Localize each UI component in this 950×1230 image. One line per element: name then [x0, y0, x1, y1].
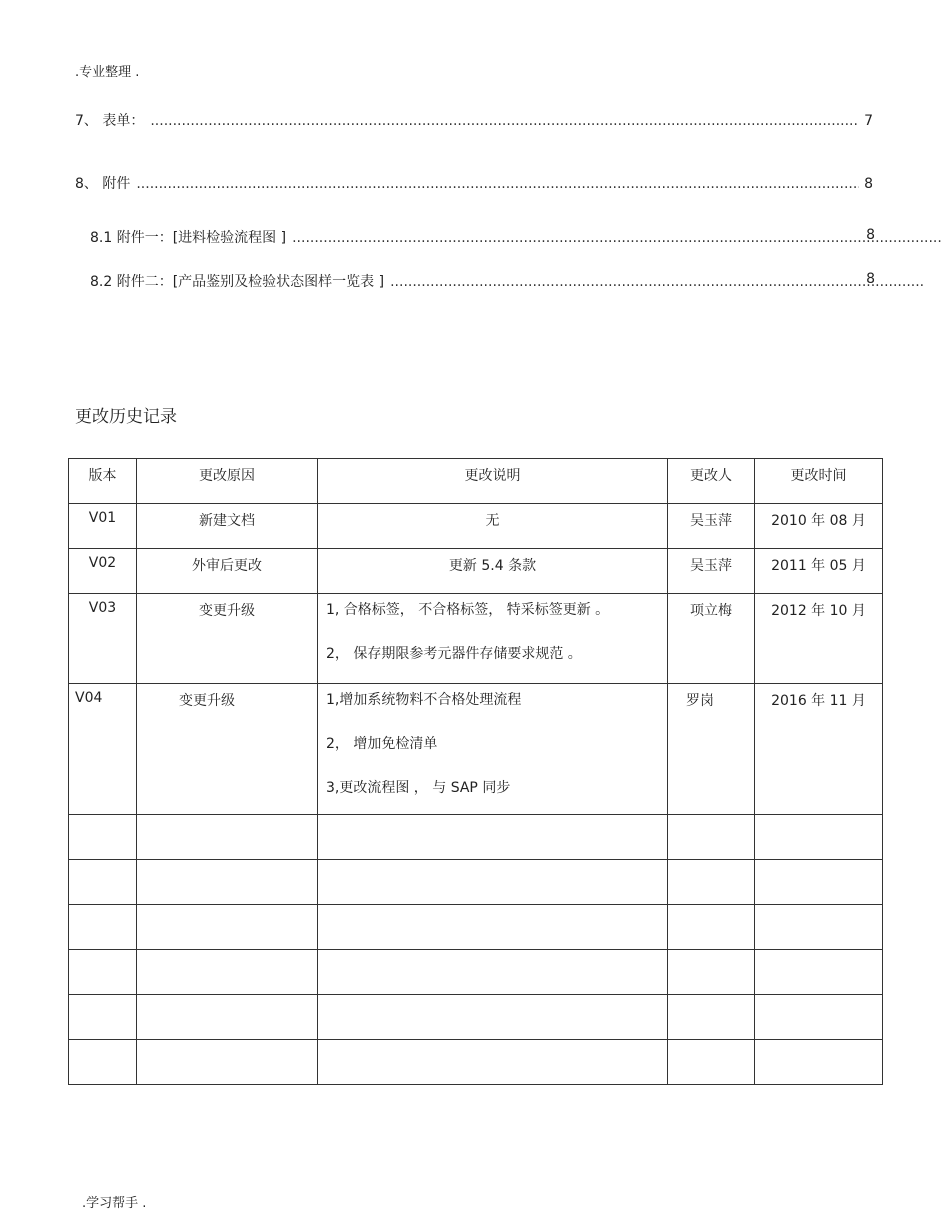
table-row	[69, 549, 883, 594]
table-row	[69, 905, 883, 950]
toc-entry-8-1[interactable]	[90, 227, 945, 247]
toc-leader	[292, 230, 941, 246]
toc-label: 8.1 附件一：[进料检验流程图 ]	[90, 230, 287, 246]
reason-cell: 新建文档	[137, 504, 318, 549]
empty-cell	[318, 815, 668, 860]
table-header-row	[69, 459, 883, 504]
history-title: 更改历史记录	[75, 407, 177, 427]
table-row	[69, 684, 883, 815]
empty-cell	[318, 995, 668, 1040]
person-cell: 项立梅	[668, 594, 755, 684]
reason-cell: 变更升级	[137, 594, 318, 684]
person-cell: 吴玉萍	[668, 549, 755, 594]
empty-cell	[137, 860, 318, 905]
toc-entry-8[interactable]	[75, 173, 873, 193]
col-header-version: 版本	[69, 459, 137, 504]
version-cell: V02	[69, 549, 137, 594]
empty-cell	[69, 1040, 137, 1085]
toc-label: 7、 表单：	[75, 113, 145, 129]
date-cell: 2011 年 05 月	[755, 549, 883, 594]
empty-cell	[755, 995, 883, 1040]
page-footer: .学习帮手 .	[82, 1196, 147, 1211]
empty-cell	[137, 1040, 318, 1085]
person-cell: 吴玉萍	[668, 504, 755, 549]
person-cell: 罗岗	[668, 684, 755, 815]
empty-cell	[318, 905, 668, 950]
table-row	[69, 860, 883, 905]
empty-cell	[69, 815, 137, 860]
empty-cell	[137, 905, 318, 950]
table-row	[69, 995, 883, 1040]
description-cell: 更新 5.4 条款	[318, 549, 668, 594]
description-line: 3,更改流程图 ， 与 SAP 同步	[326, 780, 511, 796]
table-row	[69, 1040, 883, 1085]
toc-page-number: 8	[864, 176, 873, 192]
description-line: 1, 合格标签， 不合格标签， 特采标签更新 。	[326, 602, 610, 618]
version-cell: V01	[69, 504, 137, 549]
empty-cell	[69, 860, 137, 905]
description-cell	[318, 684, 668, 815]
description-cell: 无	[318, 504, 668, 549]
description-cell	[318, 594, 668, 684]
empty-cell	[318, 950, 668, 995]
col-header-reason: 更改原因	[137, 459, 318, 504]
toc-leader	[390, 274, 924, 290]
empty-cell	[668, 950, 755, 995]
empty-cell	[755, 905, 883, 950]
empty-cell	[137, 950, 318, 995]
toc-page-number: 7	[864, 113, 873, 129]
date-cell: 2010 年 08 月	[755, 504, 883, 549]
empty-cell	[69, 995, 137, 1040]
reason-cell: 变更升级	[137, 684, 318, 815]
table-row	[69, 504, 883, 549]
empty-cell	[755, 860, 883, 905]
table-row	[69, 815, 883, 860]
description-line: 2， 保存期限参考元器件存储要求规范 。	[326, 646, 582, 662]
toc-label: 8、 附件	[75, 176, 131, 192]
date-cell: 2012 年 10 月	[755, 594, 883, 684]
empty-cell	[668, 1040, 755, 1085]
empty-cell	[137, 815, 318, 860]
version-cell: V03	[69, 594, 137, 684]
description-line: 1,增加系统物料不合格处理流程	[326, 692, 522, 708]
empty-cell	[69, 905, 137, 950]
empty-cell	[668, 995, 755, 1040]
description-line: 2， 增加免检清单	[326, 736, 438, 752]
toc-page-number: 8	[866, 227, 875, 243]
col-header-date: 更改时间	[755, 459, 883, 504]
empty-cell	[137, 995, 318, 1040]
col-header-description: 更改说明	[318, 459, 668, 504]
change-history-table	[68, 458, 883, 1085]
empty-cell	[755, 1040, 883, 1085]
date-cell: 2016 年 11 月	[755, 684, 883, 815]
empty-cell	[318, 860, 668, 905]
col-header-person: 更改人	[668, 459, 755, 504]
table-row	[69, 594, 883, 684]
page-header: .专业整理 .	[75, 65, 140, 80]
reason-cell: 外审后更改	[137, 549, 318, 594]
toc-label: 8.2 附件二：[产品鉴别及检验状态图样一览表 ]	[90, 274, 385, 290]
empty-cell	[755, 950, 883, 995]
toc-entry-8-2[interactable]	[90, 271, 928, 291]
toc-leader	[136, 176, 859, 192]
empty-cell	[755, 815, 883, 860]
empty-cell	[318, 1040, 668, 1085]
empty-cell	[668, 860, 755, 905]
toc-leader	[150, 113, 859, 129]
empty-cell	[668, 905, 755, 950]
empty-cell	[69, 950, 137, 995]
toc-page-number: 8	[866, 271, 875, 287]
version-cell: V04	[69, 684, 137, 815]
empty-cell	[668, 815, 755, 860]
table-row	[69, 950, 883, 995]
toc-entry-7[interactable]	[75, 110, 873, 130]
